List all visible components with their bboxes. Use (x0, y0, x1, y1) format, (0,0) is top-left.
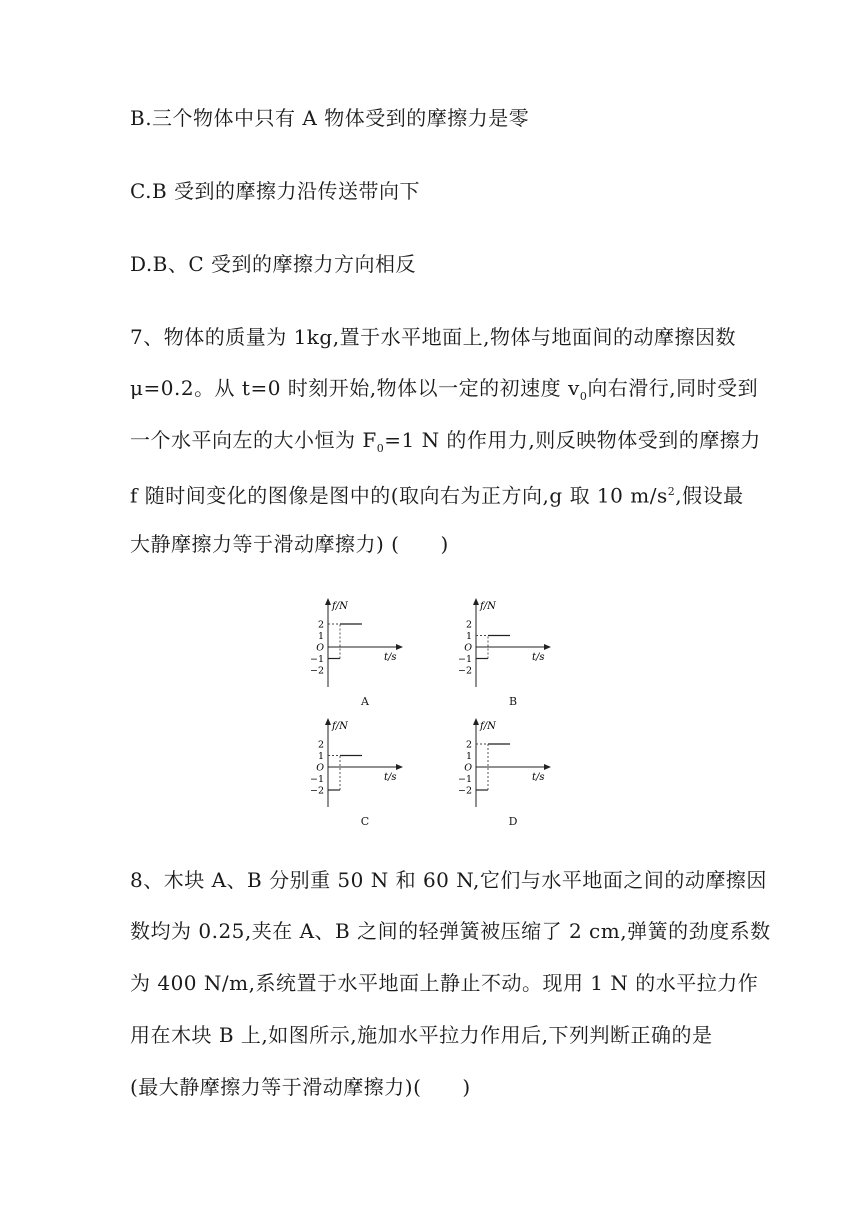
y-tick-label: −2 (457, 785, 472, 797)
y-tick-label: −1 (457, 774, 472, 785)
question-8-line-2: 数均为 0.25,夹在 A、B 之间的轻弹簧被压缩了 2 cm,弹簧的劲度系数 (130, 919, 771, 943)
y-tick-label: 1 (465, 631, 472, 642)
graph-option-label: C (360, 815, 370, 828)
graph-option-label: A (361, 695, 369, 708)
y-tick-label: −2 (309, 785, 324, 797)
y-tick-label: 2 (465, 739, 472, 751)
y-tick-label: 2 (465, 619, 472, 631)
graph-b-svg (448, 595, 578, 695)
graph-option-c (300, 715, 430, 830)
x-axis-arrow (544, 764, 551, 770)
x-axis-label: t/s (532, 652, 545, 663)
graph-option-a (300, 595, 430, 710)
graph-option-d (448, 715, 578, 830)
option-d-text: D.B、C 受到的摩擦力方向相反 (130, 252, 417, 276)
y-tick-label: −1 (309, 654, 324, 665)
question-8-line-1: 8、木块 A、B 分别重 50 N 和 60 N,它们与水平地面之间的动摩擦因 (130, 868, 767, 892)
y-axis-arrow (473, 598, 479, 605)
graph-a-svg (300, 595, 430, 695)
y-tick-label: 1 (317, 751, 324, 762)
y-axis-label: f/N (332, 721, 348, 732)
y-tick-label: 1 (465, 751, 472, 762)
y-tick-label: 2 (317, 619, 324, 631)
y-tick-label: 2 (317, 739, 324, 751)
x-axis-arrow (544, 644, 551, 650)
x-axis-arrow (396, 644, 403, 650)
question-7-line-5: 大静摩擦力等于滑动摩擦力) ( ) (130, 532, 449, 556)
y-axis-arrow (325, 598, 331, 605)
x-axis-label: t/s (384, 772, 397, 783)
answer-graphs (300, 595, 570, 828)
y-axis-arrow (325, 718, 331, 725)
option-b-text: B.三个物体中只有 A 物体受到的摩擦力是零 (130, 106, 530, 130)
graph-option-b (448, 595, 578, 710)
question-7-line-1: 7、物体的质量为 1kg,置于水平地面上,物体与地面间的动摩擦因数 (130, 325, 736, 349)
question-8-line-5: (最大静摩擦力等于滑动摩擦力)( ) (130, 1075, 471, 1099)
graph-option-label: B (508, 695, 518, 708)
question-7-line-4: f 随时间变化的图像是图中的(取向右为正方向,g 取 10 $m/s^2$,假设最 (130, 483, 744, 508)
x-axis-label: t/s (384, 652, 397, 663)
y-tick-label: O (464, 642, 472, 654)
question-8-line-4: 用在木块 B 上,如图所示,施加水平拉力作用后,下列判断正确的是 (130, 1023, 713, 1047)
question-8-line-3: 为 400 N/m,系统置于水平地面上静止不动。现用 1 N 的水平拉力作 (130, 971, 759, 995)
graph-c-svg (300, 715, 430, 815)
y-tick-label: −1 (309, 774, 324, 785)
y-tick-label: −2 (457, 665, 472, 677)
y-axis-label: f/N (480, 601, 496, 612)
x-axis-label: t/s (532, 772, 545, 783)
x-axis-arrow (396, 764, 403, 770)
y-axis-label: f/N (480, 721, 496, 732)
graph-d-svg (448, 715, 578, 815)
y-tick-label: −1 (457, 654, 472, 665)
y-tick-label: O (316, 762, 324, 774)
y-axis-arrow (473, 718, 479, 725)
y-tick-label: 1 (317, 631, 324, 642)
y-axis-label: f/N (332, 601, 348, 612)
y-tick-label: −2 (309, 665, 324, 677)
question-7-line-3: 一个水平向左的大小恒为 $F_0=1$ N 的作用力,则反映物体受到的摩擦力 (130, 428, 761, 455)
question-7-line-2: μ=0.2。从 t=0 时刻开始,物体以一定的初速度 $v_0$向右滑行,同时受到 (130, 376, 759, 403)
graph-option-label: D (508, 815, 518, 828)
option-c-text: C.B 受到的摩擦力沿传送带向下 (130, 179, 421, 203)
y-tick-label: O (464, 762, 472, 774)
y-tick-label: O (316, 642, 324, 654)
